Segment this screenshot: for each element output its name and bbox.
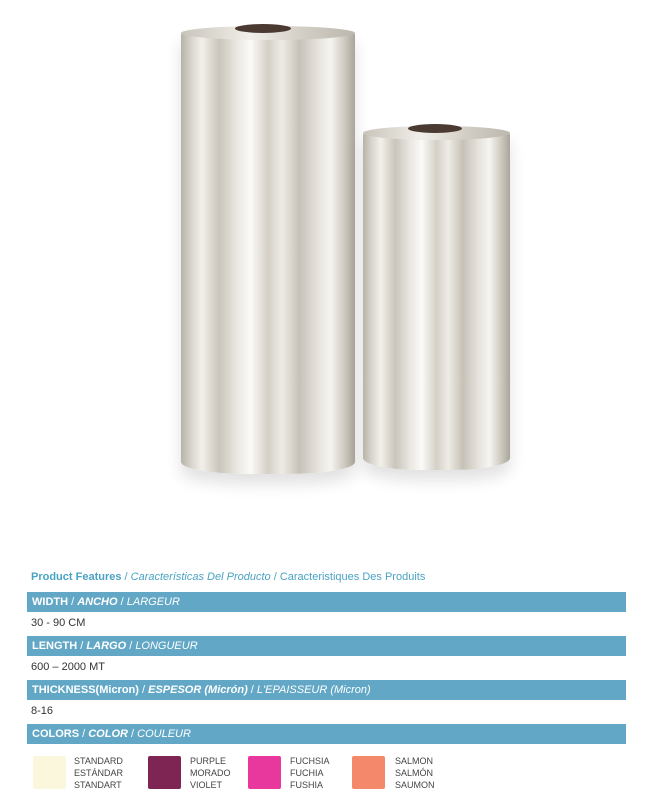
thickness-header: THICKNESS(Micron) / ESPESOR (Micrón) / L'EPAISSEUR (Micron) bbox=[27, 680, 626, 700]
width-header: WIDTH / ANCHO / LARGEUR bbox=[27, 592, 626, 612]
color-swatch-fuchsia bbox=[248, 756, 281, 789]
thickness-value: 8-16 bbox=[31, 705, 54, 717]
color-swatch-salmon bbox=[352, 756, 385, 789]
colors-header: COLORS / COLOR / COULEUR bbox=[27, 724, 626, 744]
color-swatch-purple bbox=[148, 756, 181, 789]
color-label-fuchsia: FUCHSIA FUCHIA FUSHIA bbox=[290, 756, 330, 790]
small-film-roll bbox=[363, 124, 510, 480]
length-value: 600 – 2000 MT bbox=[31, 661, 105, 673]
color-label-purple: PURPLE MORADO VIOLET bbox=[190, 756, 231, 790]
color-label-salmon: SALMON SALMÓN SAUMON bbox=[395, 756, 435, 790]
product-features-heading: Product Features / Características Del Producto / Caracteristiques Des Produits bbox=[31, 571, 426, 583]
width-value: 30 - 90 CM bbox=[31, 617, 86, 629]
color-swatch-standard bbox=[33, 756, 66, 789]
length-header: LENGTH / LARGO / LONGUEUR bbox=[27, 636, 626, 656]
large-film-roll bbox=[181, 24, 355, 484]
color-label-standard: STANDARD ESTÁNDAR STANDART bbox=[74, 756, 124, 790]
